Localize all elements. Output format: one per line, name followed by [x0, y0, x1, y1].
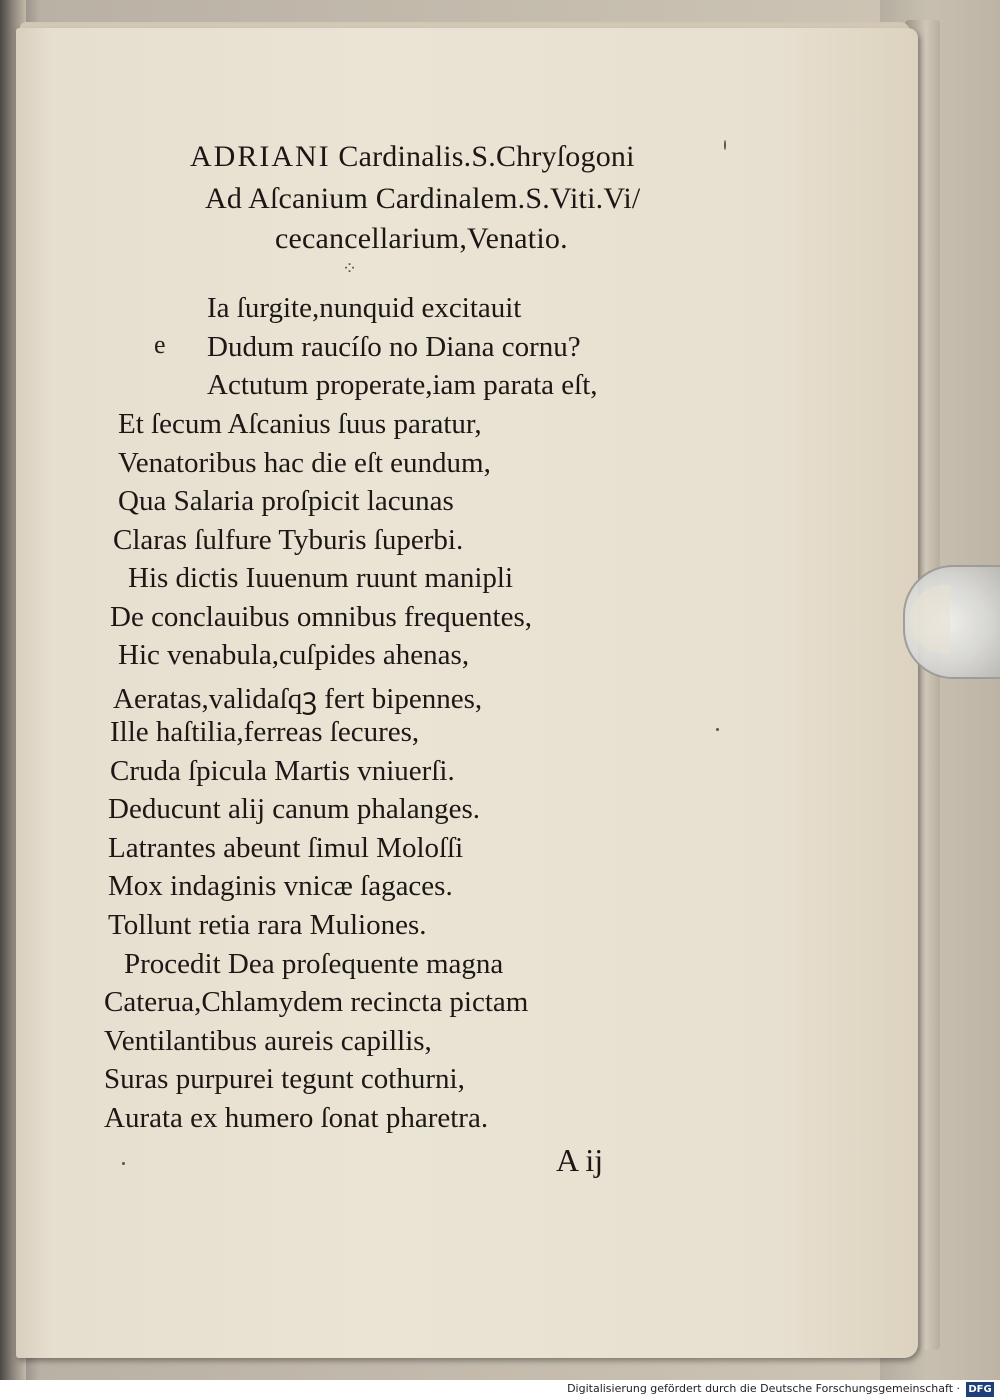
paper-speck [122, 1162, 125, 1165]
verse-line: Suras purpurei tegunt cothurni, [104, 1063, 465, 1095]
verse-line: Aeratas,validaſqꝫ fert bipennes, [113, 683, 483, 715]
verse-line: Caterua,Chlamydem recincta pictam [104, 986, 529, 1018]
verse-line: Actutum properate,iam parata eſt, [207, 369, 598, 401]
verse-line: His dictis Iuuenum ruunt manipli [128, 562, 514, 594]
title-author-rest: Cardinalis.S.Chryſogoni [338, 140, 635, 173]
verse-line: De conclauibus omnibus frequentes, [110, 601, 533, 633]
footer-credit: Digitalisierung gefördert durch die Deutsche Forschungsgemeinschaft · [567, 1382, 960, 1395]
dfg-logo: DFG [966, 1382, 994, 1397]
verse-line: Hic venabula,cuſpides ahenas, [118, 639, 470, 671]
margin-note: e [154, 330, 166, 359]
title-line-3: cecancellarium,Venatio. [275, 222, 568, 255]
title-line-1 [190, 140, 635, 174]
verse-line: Et ſecum Aſcanius ſuus paratur, [118, 408, 482, 440]
verse-line: Claras ſulfure Tyburis ſuperbi. [113, 524, 464, 556]
verse-line: Ventilantibus aureis capillis, [104, 1025, 432, 1057]
verse-line: Venatoribus hac die eſt eundum, [118, 447, 491, 479]
signature-mark: A ij [556, 1142, 604, 1178]
footer-bar [0, 1380, 1000, 1400]
verse-line: Qua Salaria proſpicit lacunas [118, 485, 454, 517]
verse-line: Latrantes abeunt ſimul Moloſſi [108, 832, 464, 864]
verse-line: Mox indaginis vnicæ ſagaces. [108, 870, 453, 902]
verse-line: Cruda ſpicula Martis vniuerſi. [110, 755, 455, 787]
verse-line: Aurata ex humero ſonat pharetra. [104, 1102, 489, 1134]
title-ornament: ⁘ [342, 258, 360, 279]
verse-line: Tollunt retia rara Muliones. [108, 909, 427, 941]
title-line-2: Ad Aſcanium Cardinalem.S.Viti.Vi/ [205, 182, 641, 215]
verse-line: Dudum raucíſo no Diana cornu? [207, 331, 581, 363]
verse-line: Ille haſtilia,ferreas ſecures, [110, 716, 420, 748]
title-author-caps: ADRIANI [190, 140, 331, 173]
verse-line: Deducunt alij canum phalanges. [108, 793, 481, 825]
paper-speck [716, 728, 719, 731]
verse-line: Ia ſurgite,nunquid excitauit [207, 292, 522, 324]
verso-show-through [730, 130, 910, 1130]
verse-line: Procedit Dea proſequente magna [124, 948, 504, 980]
paper-speck [724, 140, 726, 150]
